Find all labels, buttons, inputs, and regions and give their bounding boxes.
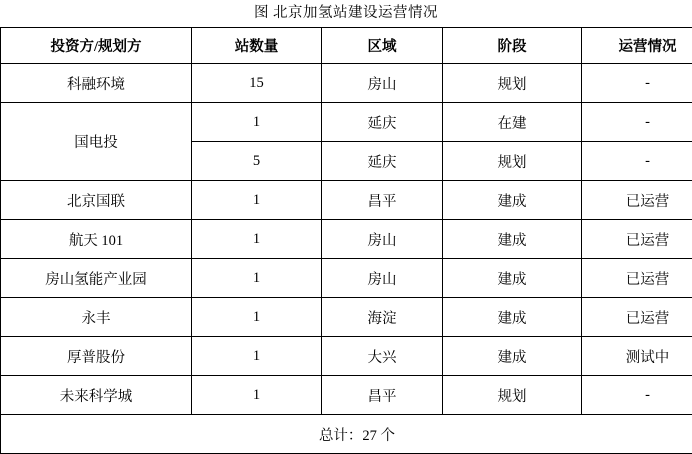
cell-count: 1 bbox=[192, 220, 322, 259]
header-count: 站数量 bbox=[192, 28, 322, 64]
cell-stage: 规划 bbox=[443, 376, 582, 415]
cell-count: 1 bbox=[192, 337, 322, 376]
cell-area: 房山 bbox=[322, 259, 443, 298]
cell-area: 延庆 bbox=[322, 142, 443, 181]
cell-stage: 规划 bbox=[443, 142, 582, 181]
header-stage: 阶段 bbox=[443, 28, 582, 64]
cell-count: 1 bbox=[192, 259, 322, 298]
total-label: 总计：27 个 bbox=[1, 415, 692, 454]
cell-status: 已运营 bbox=[582, 220, 692, 259]
cell-count: 1 bbox=[192, 181, 322, 220]
hydrogen-station-table bbox=[0, 27, 692, 454]
cell-area: 大兴 bbox=[322, 337, 443, 376]
cell-investor: 航天 101 bbox=[1, 220, 192, 259]
cell-count: 1 bbox=[192, 376, 322, 415]
cell-investor: 厚普股份 bbox=[1, 337, 192, 376]
table-row bbox=[1, 64, 692, 103]
table-row bbox=[1, 103, 692, 142]
cell-area: 昌平 bbox=[322, 376, 443, 415]
total-row bbox=[1, 415, 692, 454]
cell-area: 海淀 bbox=[322, 298, 443, 337]
cell-stage: 建成 bbox=[443, 181, 582, 220]
cell-stage: 建成 bbox=[443, 337, 582, 376]
cell-count: 1 bbox=[192, 103, 322, 142]
header-area: 区域 bbox=[322, 28, 443, 64]
cell-investor: 未来科学城 bbox=[1, 376, 192, 415]
cell-count: 15 bbox=[192, 64, 322, 103]
table-row bbox=[1, 376, 692, 415]
caption-prefix: 图 bbox=[254, 5, 269, 21]
cell-investor: 国电投 bbox=[1, 103, 192, 181]
cell-status: - bbox=[582, 142, 692, 181]
cell-status: 已运营 bbox=[582, 181, 692, 220]
cell-area: 房山 bbox=[322, 220, 443, 259]
table-row bbox=[1, 259, 692, 298]
cell-status: 已运营 bbox=[582, 298, 692, 337]
cell-stage: 建成 bbox=[443, 259, 582, 298]
cell-investor: 房山氢能产业园 bbox=[1, 259, 192, 298]
table-body bbox=[1, 64, 692, 454]
cell-stage: 建成 bbox=[443, 298, 582, 337]
cell-investor: 北京国联 bbox=[1, 181, 192, 220]
table-row bbox=[1, 181, 692, 220]
header-row bbox=[1, 28, 692, 64]
cell-status: - bbox=[582, 376, 692, 415]
table-row bbox=[1, 220, 692, 259]
header-status: 运营情况 bbox=[582, 28, 692, 64]
cell-count: 5 bbox=[192, 142, 322, 181]
table-row bbox=[1, 337, 692, 376]
cell-area: 房山 bbox=[322, 64, 443, 103]
cell-status: - bbox=[582, 64, 692, 103]
cell-area: 昌平 bbox=[322, 181, 443, 220]
cell-stage: 规划 bbox=[443, 64, 582, 103]
table-row bbox=[1, 298, 692, 337]
cell-stage: 在建 bbox=[443, 103, 582, 142]
cell-investor: 科融环境 bbox=[1, 64, 192, 103]
caption-text: 北京加氢站建设运营情况 bbox=[273, 5, 438, 21]
cell-status: 测试中 bbox=[582, 337, 692, 376]
cell-investor: 永丰 bbox=[1, 298, 192, 337]
header-investor: 投资方/规划方 bbox=[1, 28, 192, 64]
table-caption bbox=[0, 0, 692, 27]
cell-status: 已运营 bbox=[582, 259, 692, 298]
cell-area: 延庆 bbox=[322, 103, 443, 142]
cell-status: - bbox=[582, 103, 692, 142]
cell-count: 1 bbox=[192, 298, 322, 337]
cell-stage: 建成 bbox=[443, 220, 582, 259]
table-header bbox=[1, 28, 692, 64]
